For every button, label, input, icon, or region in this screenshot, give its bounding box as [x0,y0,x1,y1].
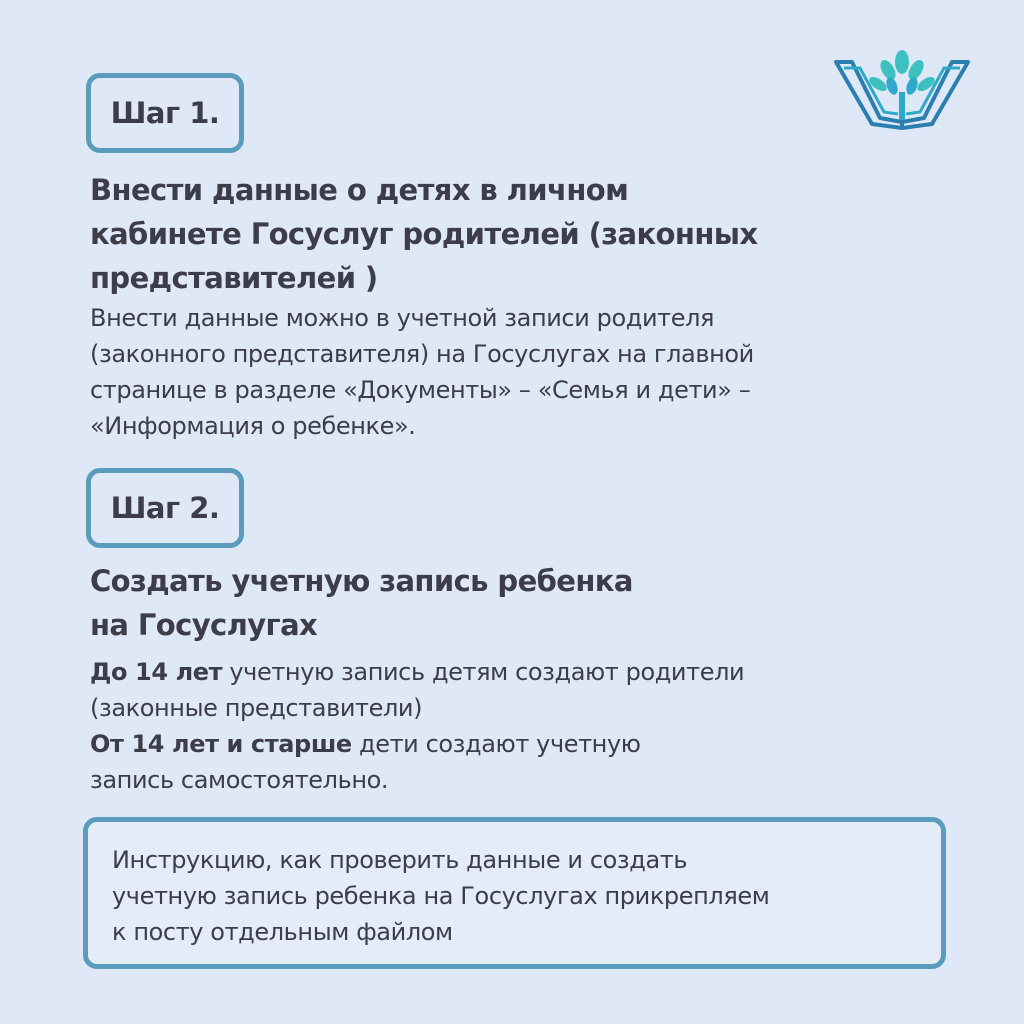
step-2-description-line [90,726,744,762]
instruction-note-text [112,842,769,950]
step-2-badge: Шаг 2. [86,468,244,548]
age-14-plus-text: дети создают учетную [351,730,641,758]
step-2-description-line: запись самостоятельно. [90,766,389,794]
age-14-plus-label: От 14 лет и старше [90,730,352,758]
open-book-with-tree-logo-icon [832,48,972,136]
step-1-badge: Шаг 1. [86,73,244,153]
age-under-14-text: учетную запись детям создают родители [222,658,745,686]
instruction-note-line: Инструкцию, как проверить данные и создать [112,846,688,874]
step-2-description-line [90,654,744,690]
step-2-description-line: (законные представители) [90,694,423,722]
step-1-description-line: «Информация о ребенке». [90,412,416,440]
step-2-description [90,654,744,798]
instruction-note-line: к посту отдельным файлом [112,918,453,946]
instruction-note-box [83,817,946,969]
step-1-heading-line: Внести данные о детях в личном [90,173,629,207]
age-under-14-label: До 14 лет [90,658,223,686]
step-2-heading-line: Создать учетную запись ребенка [90,564,633,598]
step-1-heading-line: кабинете Госуслуг родителей (законных [90,217,758,251]
step-1-heading-line: представителей ) [90,261,378,295]
step-1-heading [90,168,758,300]
step-2-heading [90,559,633,647]
step-1-description-line: Внести данные можно в учетной записи родителя [90,304,715,332]
instruction-note-line: учетную запись ребенка на Госуслугах прикрепляем [112,882,770,910]
step-2-heading-line: на Госуслугах [90,608,318,642]
step-1-description-line: (законного представителя) на Госуслугах на главной [90,340,754,368]
step-1-description-line: странице в разделе «Документы» – «Семья и дети» – [90,376,751,404]
step-1-description [90,300,754,444]
